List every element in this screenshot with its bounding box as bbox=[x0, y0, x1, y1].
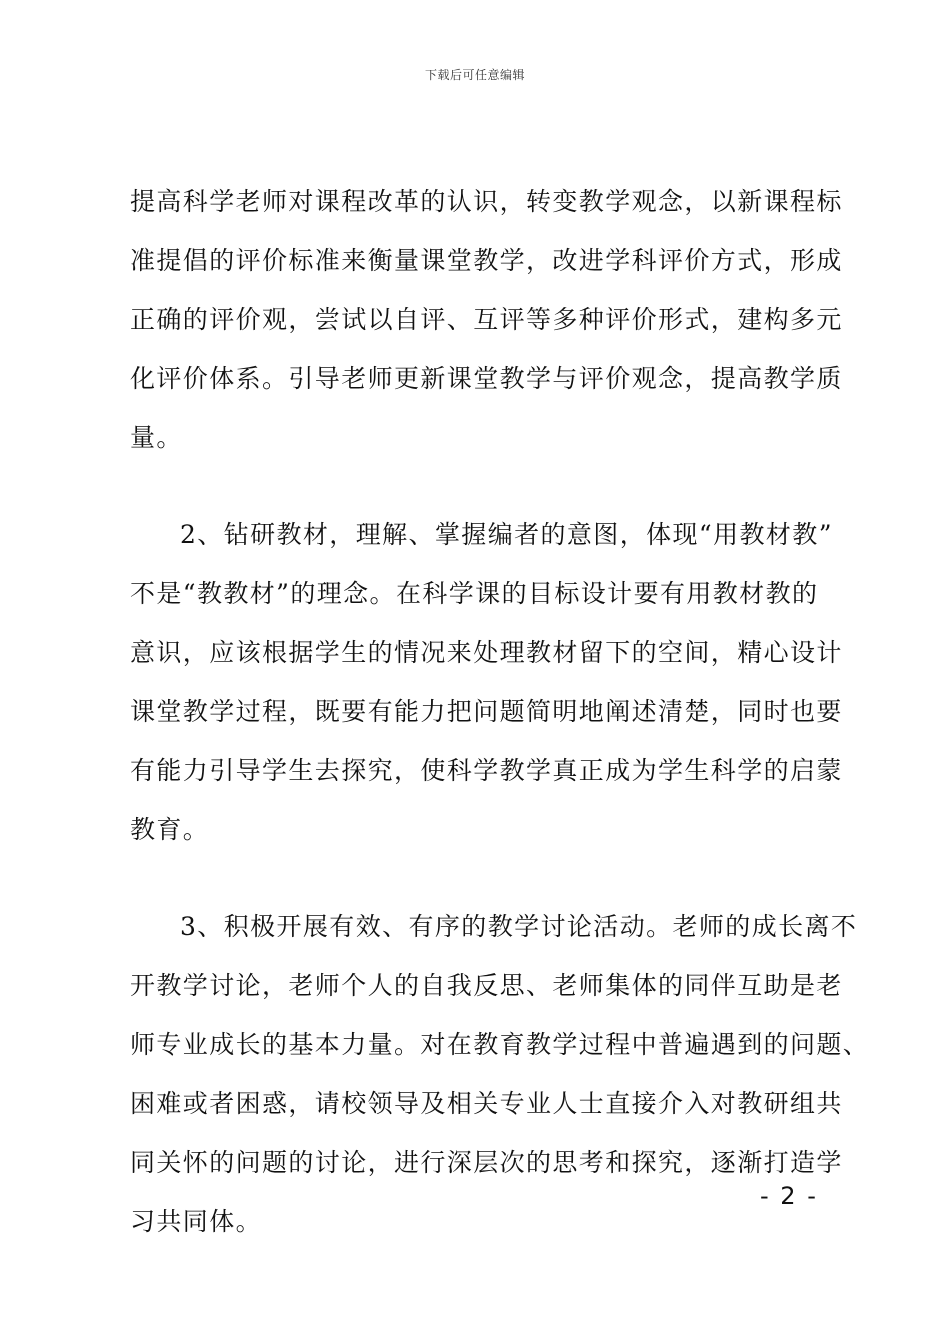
text-line: 开教学讨论，老师个人的自我反思、老师集体的同伴互助是老 bbox=[130, 971, 843, 1000]
paragraph-1 bbox=[130, 172, 843, 467]
text-line: 量。 bbox=[130, 423, 183, 452]
page-number: - 2 - bbox=[760, 1182, 818, 1210]
text-line: 化评价体系。引导老师更新课堂教学与评价观念，提高教学质 bbox=[130, 364, 843, 393]
text-line: 困难或者困惑，请校领导及相关专业人士直接介入对教研组共 bbox=[130, 1089, 843, 1118]
text-line: 3、积极开展有效、有序的教学讨论活动。老师的成长离不 bbox=[180, 912, 858, 941]
page-header: 下载后可任意编辑 bbox=[424, 68, 525, 82]
text-line: 提高科学老师对课程改革的认识，转变教学观念，以新课程标 bbox=[130, 187, 843, 216]
text-line: 正确的评价观，尝试以自评、互评等多种评价形式，建构多元 bbox=[130, 305, 843, 334]
text-line: 师专业成长的基本力量。对在教育教学过程中普遍遇到的问题、 bbox=[130, 1030, 870, 1059]
text-line: 准提倡的评价标准来衡量课堂教学，改进学科评价方式，形成 bbox=[130, 246, 843, 275]
text-line: 意识，应该根据学生的情况来处理教材留下的空间，精心设计 bbox=[130, 638, 843, 667]
text-line: 教育。 bbox=[130, 815, 210, 844]
text-line: 不是“教教材”的理念。在科学课的目标设计要有用教材教的 bbox=[130, 579, 819, 608]
text-line: 习共同体。 bbox=[130, 1207, 263, 1236]
text-line: 同关怀的问题的讨论，进行深层次的思考和探究，逐渐打造学 bbox=[130, 1148, 843, 1177]
text-line: 课堂教学过程，既要有能力把问题简明地阐述清楚，同时也要 bbox=[130, 697, 843, 726]
paragraph-3 bbox=[130, 897, 870, 1251]
text-line: 2、钻研教材，理解、掌握编者的意图，体现“用教材教” bbox=[180, 520, 833, 549]
text-line: 有能力引导学生去探究，使科学教学真正成为学生科学的启蒙 bbox=[130, 756, 843, 785]
document-body bbox=[130, 172, 870, 1251]
paragraph-2 bbox=[130, 505, 843, 859]
